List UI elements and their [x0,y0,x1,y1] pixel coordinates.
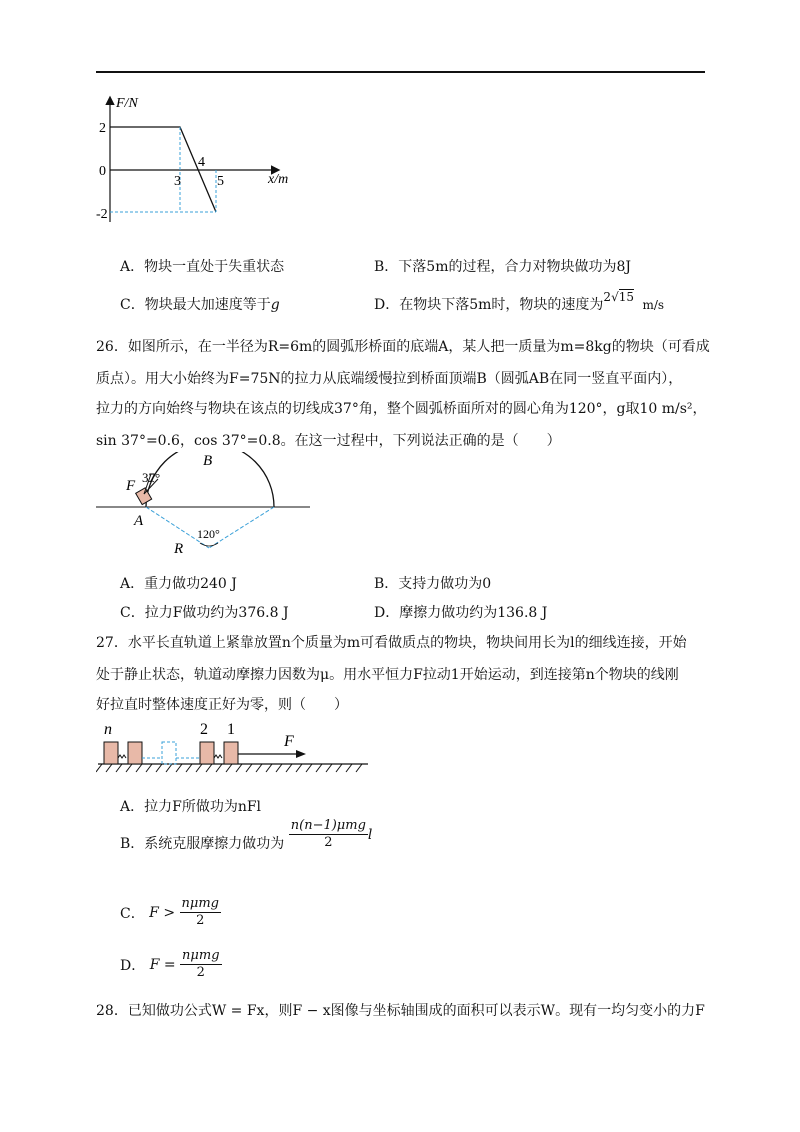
q25-option-c-text: C．物块最大加速度等于 [120,297,271,313]
q25-option-d-unit: m/s [642,298,665,312]
q26-line-1: 26．如图所示，在一半径为R=6m的圆弧形桥面的底端A，某人把一质量为m=8kg的物块（可看成 [96,339,710,355]
q27-option-c: C． F > $\frac{\text{nμmg}}{2}$ [120,896,220,929]
q25-option-c [120,294,280,314]
q27-line-3: 好拉直时整体速度正好为零，则（ ） [96,697,348,713]
radius-r-label: R [174,541,184,557]
q27-line-1: 27．水平长直轨道上紧靠放置n个质量为m可看做质点的物块，物块间用长为l的细线连接，开始 [96,635,687,651]
q27-option-b-fraction: $\frac{\text{n(n−1)μmg}}{2}$ [290,818,366,851]
force-f-label: F [284,733,294,750]
q27-option-d-lhs: F = [149,956,176,973]
q25-option-c-var: g [270,297,280,313]
q25-option-b: B．下落5m的过程，合力对物块做功为8J [374,259,631,275]
block-1-label: 1 [227,721,235,738]
q27-option-c-fraction: $\frac{\text{nμmg}}{2}$ [181,896,220,929]
q25-option-d [374,288,665,313]
q27-option-b-text: B．系统克服摩擦力做功为 [120,835,285,852]
q25-option-d-text: D．在物块下落5m时，物块的速度为 [374,297,604,313]
q26-option-d: D．摩擦力做功约为136.8 J [374,605,548,621]
q26-line-2: 质点）。用大小始终为F=75N的拉力从底端缓慢拉到桥面顶端B（圆弧AB在同一竖直平面内）， [96,371,683,387]
x-tick-3: 3 [174,174,181,189]
x-axis-label: x/m [268,172,289,187]
angle-120-label: 120° [197,527,220,541]
q27-line-2: 处于静止状态，轨道动摩擦力因数为μ。用水平恒力F拉动1开始运动，到连接第n个物块的线刚 [96,667,679,683]
q27-option-b-l: l [367,826,373,843]
q27-blocks-figure [96,718,371,774]
q27-option-c-lhs: F > [149,904,176,921]
block-n-label: n [104,721,112,738]
q26-line-3: 拉力的方向始终与物块在该点的切线成37°角，整个圆弧桥面所对的圆心角为120°，g取10 m/s²， [96,401,707,417]
force-f-label: F [126,478,136,494]
q25-force-graph [96,90,316,230]
y-tick-2: 2 [99,121,106,136]
y-tick-0: 0 [99,164,106,179]
q26-option-a: A．重力做功240 J [120,576,237,592]
block-2-label: 2 [200,721,208,738]
q26-line-4: sin 37°=0.6，cos 37°=0.8。在这一过程中，下列说法正确的是（ ） [96,433,561,449]
q28-line-1: 28．已知做功公式W = Fx，则F − x图像与坐标轴围成的面积可以表示W。现有一均匀变小的力F [96,1003,705,1019]
q26-bridge-figure [96,452,316,558]
q25-option-a: A．物块一直处于失重状态 [120,259,285,275]
q26-option-b: B．支持力做功为0 [374,576,492,592]
angle-37-label: 37° [142,470,161,485]
q27-option-d-fraction: $\frac{\text{nμmg}}{2}$ [182,948,220,981]
q27-option-d: D． F = $\frac{\text{nμmg}}{2}$ [120,948,220,981]
point-b-label: B [203,453,213,469]
q25-option-d-value: 2√15 [603,290,634,304]
header-rule [96,71,705,73]
q27-option-b [120,818,373,860]
q26-option-c: C．拉力F做功约为376.8 J [120,605,289,621]
y-axis-label: F/N [116,96,138,111]
y-tick-neg2: -2 [96,207,108,222]
q27-option-a: A．拉力F所做功为nFl [120,799,262,815]
point-a-label: A [134,513,144,529]
x-tick-4: 4 [198,155,205,170]
x-tick-5: 5 [217,174,224,189]
